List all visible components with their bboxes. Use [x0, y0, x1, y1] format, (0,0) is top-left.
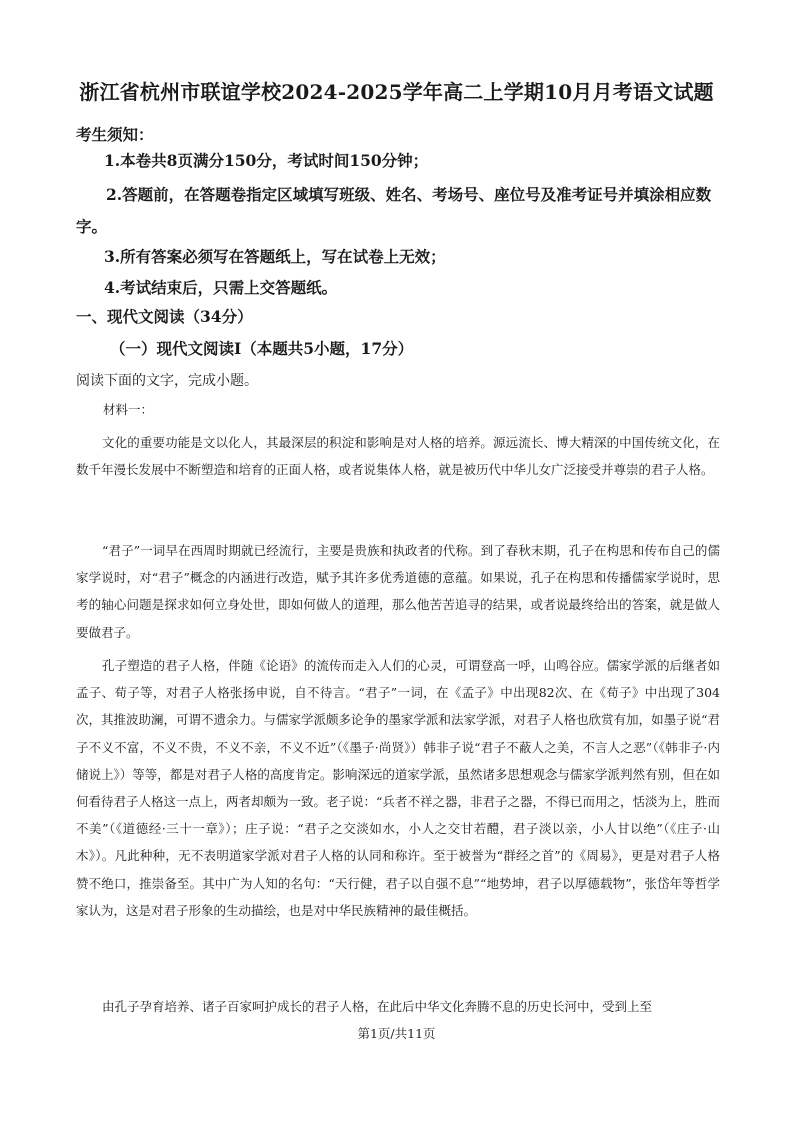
exam-title: 浙江省杭州市联谊学校2024-2025学年高二上学期10月月考语文试题: [79, 80, 714, 104]
notice-item: 4.考试结束后，只需上交答题纸。: [104, 278, 338, 297]
notice-item: 2.答题前，在答题卷指定区域填写班级、姓名、考场号、座位号及准考证号并填涂相应数字。: [76, 185, 712, 236]
reading-instruction: 阅读下面的文字，完成小题。: [76, 373, 258, 389]
material-paragraph: “君子”一词早在西周时期就已经流行，主要是贵族和执政者的代称。到了春秋末期，孔子在构思和传布自己的儒家学说时，对“君子”概念的内涵进行改造，赋予其许多优秀道德的意蕴。如果说，孔子在构思和传播儒家学说时，思考的轴心问题是探求如何立身处世，即如何做人的道理，那么他苦苦追寻的结果，或者说最终给出的答案，就是做人要做君子。: [76, 543, 720, 640]
material-label: 材料一：: [103, 402, 154, 417]
section-heading: 一、现代文阅读（34分）: [76, 307, 253, 326]
material-paragraph: 由孔子孕育培养、诸子百家呵护成长的君子人格，在此后中华文化奔腾不息的历史长河中，受到上至: [102, 999, 653, 1014]
subsection-heading: （一）现代文阅读Ⅰ（本题共5小题，17分）: [110, 339, 414, 358]
notice-item: 3.所有答案必须写在答题纸上，写在试卷上无效；: [104, 247, 446, 266]
material-paragraph: 文化的重要功能是文以化人，其最深层的积淀和影响是对人格的培养。源远流长、博大精深的中国传统文化，在数千年漫长发展中不断塑造和培育的正面人格，或者说集体人格，就是被历代中华儿女广泛接受并尊崇的君子人格。: [76, 435, 720, 478]
notice-heading: 考生须知：: [76, 125, 154, 144]
page-footer: 第1页/共11页: [357, 1026, 436, 1041]
material-paragraph: 孔子塑造的君子人格，伴随《论语》的流传而走入人们的心灵，可谓登高一呼，山鸣谷应。儒家学派的后继者如孟子、荀子等，对君子人格张扬申说，自不待言。“君子”一词，在《孟子》中出现82次、在《荀子》中出现了304次，其推波助澜，可谓不遗余力。与儒家学派颇多论争的墨家学派和法家学派，对君子人格也欣赏有加，如墨子说“君子不义不富，不义不贵，不义不亲，不义不近”（《墨子·尚贤》）韩非子说“君子不蔽人之美，不言人之恶”（《韩非子·内储说上》）等等，都是对君子人格的高度肯定。影响深远的道家学派，虽然诸多思想观念与儒家学派判然有别，但在如何看待君子人格这一点上，两者却颇为一致。老子说：“兵者不祥之器，非君子之器，不得已而用之，恬淡为上，胜而不美”（《道德经·三十一章》）；庄子说：“君子之交淡如水，小人之交甘若醴，君子淡以亲，小人甘以绝”（《庄子·山木》）。凡此种种，无不表明道家学派对君子人格的认同和称许。至于被誉为“群经之首”的《周易》，更是对君子人格赞不绝口，推崇备至。其中广为人知的名句：“天行健，君子以自强不息”“地势坤，君子以厚德载物”，张岱年等哲学家认为，这是对君子形象的生动描绘，也是对中华民族精神的最佳概括。: [76, 658, 720, 918]
notice-item: 1.本卷共8页满分150分，考试时间150分钟；: [104, 151, 429, 170]
